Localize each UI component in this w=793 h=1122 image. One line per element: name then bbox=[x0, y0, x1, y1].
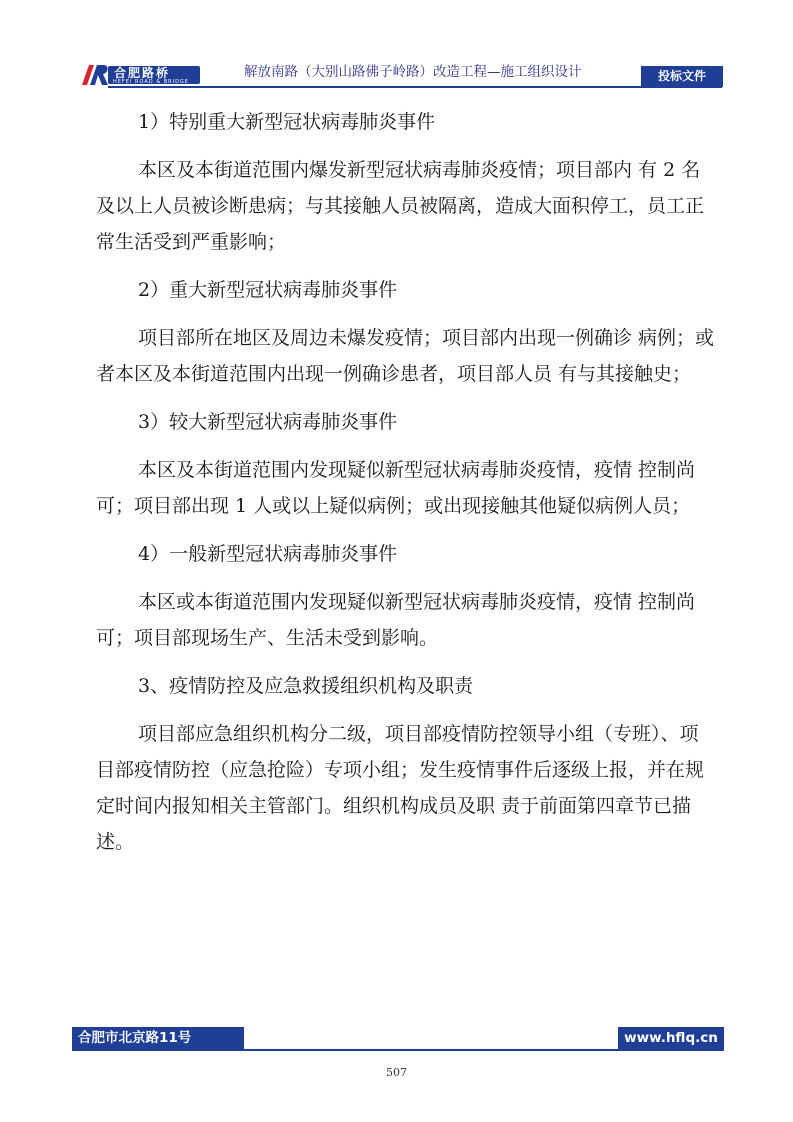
paragraph-2: 项目部所在地区及周边未爆发疫情；项目部内出现一例确诊 病例；或者本区及本街道范围内出现一例确诊患者，项目部人员 有与其接触史； bbox=[96, 327, 715, 385]
page-number: 507 bbox=[386, 1066, 407, 1079]
paragraph-1: 本区及本街道范围内爆发新型冠状病毒肺炎疫情；项目部内 有 2 名及以上人员被诊断患病；与其接触人员被隔离，造成大面积停工，员工正常生活受到严重影响； bbox=[96, 159, 705, 253]
heading-2: 2）重大新型冠状病毒肺炎事件 bbox=[138, 279, 398, 301]
heading-3: 3）较大新型冠状病毒肺炎事件 bbox=[138, 411, 398, 433]
paragraph-4: 本区或本街道范围内发现疑似新型冠状病毒肺炎疫情，疫情 控制尚可；项目部现场生产、生活未受到影响。 bbox=[96, 591, 696, 649]
document-type-badge: 投标文件 bbox=[641, 66, 723, 87]
document-title: 解放南路（大别山路佛子岭路）改造工程—施工组织设计 bbox=[244, 64, 582, 80]
company-logo-icon bbox=[80, 64, 110, 86]
section-heading: 3、疫情防控及应急救援组织机构及职责 bbox=[138, 675, 474, 697]
footer-address: 合肥市北京路11号 bbox=[72, 1027, 244, 1050]
brand-name-english: HEFEI ROAD & BRIDGE bbox=[113, 79, 189, 85]
header-divider bbox=[108, 86, 722, 88]
page-content bbox=[96, 104, 716, 860]
heading-1: 1）特别重大新型冠状病毒肺炎事件 bbox=[138, 111, 436, 133]
paragraph-5: 项目部应急组织机构分二级，项目部疫情防控领导小组（专班）、项目部疫情防控（应急抢险）专项小组；发生疫情事件后逐级上报，并在规定时间内报知相关主管部门。组织机构成员及职 责于前面第四章节已描述。 bbox=[96, 723, 705, 853]
brand-name: 合肥路桥 bbox=[114, 66, 171, 80]
footer-website: www.hflq.cn bbox=[618, 1027, 724, 1050]
page-header bbox=[0, 0, 793, 100]
heading-4: 4）一般新型冠状病毒肺炎事件 bbox=[138, 543, 398, 565]
paragraph-3: 本区及本街道范围内发现疑似新型冠状病毒肺炎疫情，疫情 控制尚可；项目部出现 1 人或以上疑似病例；或出现接触其他疑似病例人员； bbox=[96, 459, 696, 517]
